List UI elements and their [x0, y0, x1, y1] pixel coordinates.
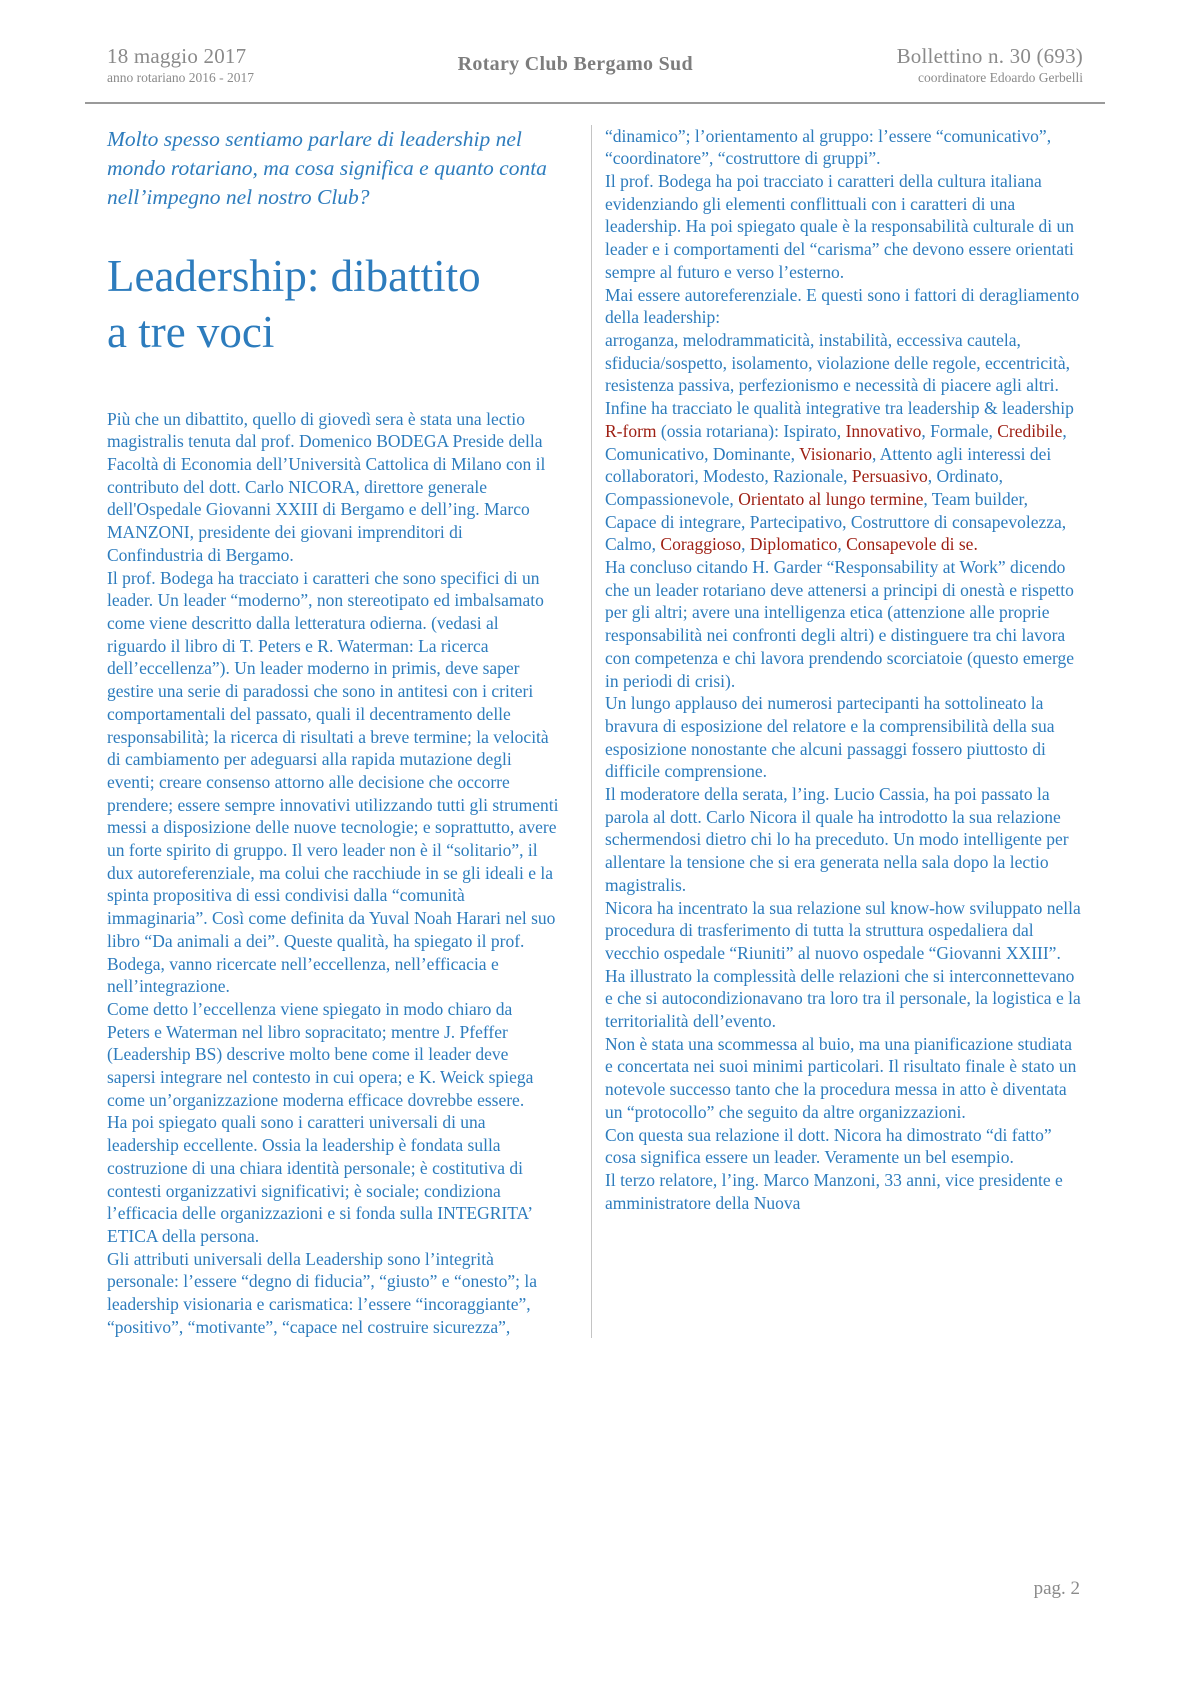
page-header — [85, 44, 1105, 86]
header-rule — [85, 102, 1105, 104]
body-text: arroganza, melodrammaticità, instabilità, eccessiva cautela, sfiducia/sospetto, isolamento, violazione delle regole, eccentricità, resistenza passiva, perfezionismo e necessità di piacere agli altri. — [605, 329, 1071, 396]
body-text: “dinamico”; l’orientamento al gruppo: l’essere “comunicativo”, “coordinatore”, “costruttore di gruppi”. — [605, 125, 1052, 169]
left-column — [107, 125, 559, 1339]
body-text: , — [741, 534, 750, 555]
paragraph — [107, 408, 559, 567]
article-title-line2: a tre voci — [107, 306, 275, 357]
paragraph — [605, 284, 1083, 329]
header-left — [107, 44, 254, 86]
paragraph — [107, 1111, 559, 1247]
body-text: Il terzo relatore, l’ing. Marco Manzoni, 33 anni, vice presidente e amministratore della Nuova — [605, 1170, 1063, 1213]
body-text: , Attento agli interessi dei collaboratori, Modesto, Razionale, — [605, 443, 1052, 487]
accent-text: Orientato al lungo termine — [738, 488, 924, 509]
paragraph — [107, 567, 559, 998]
body-text: , Ordinato, Compassionevole, — [605, 466, 1004, 509]
article-title-line1: Leadership: dibattito — [107, 250, 481, 301]
body-text: Non è stata una scommessa al buio, ma una pianificazione studiata e concertata nei suoi minimi particolari. Il risultato finale è stato un notevole successo tanto che la procedura messa in atto è diventata un “protocollo” che seguito da altre organizzazioni. — [605, 1033, 1077, 1122]
article-intro: Molto spesso sentiamo parlare di leadership nel mondo rotariano, ma cosa significa e quanto conta nell’impegno nel nostro Club? — [107, 126, 547, 209]
paragraph — [605, 692, 1083, 783]
body-text: Con questa sua relazione il dott. Nicora ha dimostrato “di fatto” cosa significa essere un leader. Veramente un bel esempio. — [605, 1124, 1052, 1168]
accent-text: Visionario — [799, 443, 872, 464]
body-text: Nicora ha incentrato la sua relazione sul know-how sviluppato nella procedura di trasferimento di tutta la struttura ospedaliera dal vecchio ospedale “Riuniti” al nuovo ospedale “Giovanni XXIII”. Ha illustrato la complessità delle relazioni che si interconnettevano e che si autocondizionavano tra loro tra il personale, la logistica e la territorialità dell’evento. — [605, 897, 1081, 1032]
club-name: Rotary Club Bergamo Sud — [457, 53, 693, 76]
paragraph — [107, 998, 559, 1112]
article — [85, 125, 1105, 1339]
body-text: , Team builder, Capace di integrare, Partecipativo, Costruttore di consapevolezza, Calmo, — [605, 488, 1067, 555]
body-text: Il moderatore della serata, l’ing. Lucio Cassia, ha poi passato la parola al dott. Carlo Nicora il quale ha introdotto la sua relazione schermendosi dietro chi lo ha preceduto. Un modo intelligente per allentare la tensione che si era generata nella sala dopo la lectio magistralis. — [605, 784, 1069, 895]
body-text: (ossia rotariana): Ispirato, — [656, 420, 846, 441]
paragraph — [605, 170, 1083, 284]
paragraph — [605, 1033, 1083, 1124]
accent-text: Coraggioso — [660, 534, 742, 555]
accent-text: Innovativo — [845, 420, 922, 441]
right-column — [605, 125, 1083, 1339]
page-number: pag. 2 — [1033, 1578, 1080, 1599]
issue-date: 18 maggio 2017 — [107, 44, 247, 68]
body-text: Più che un dibattito, quello di giovedì sera è stata una lectio magistralis tenuta dal prof. Domenico BODEGA Preside della Facoltà di Economia dell’Università Cattolica di Milano con il contributo del dott. Carlo NICORA, direttore generale dell'Ospedale Giovanni XXIII di Bergamo e dell’ing. Marco MANZONI, presidente dei giovani imprenditori di Confindustria di Bergamo. — [107, 408, 546, 565]
paragraph — [605, 1169, 1083, 1214]
body-text: Ha poi spiegato quali sono i caratteri universali di una leadership eccellente. Ossia la leadership è fondata sulla costruzione di una chiara identità personale; è costitutiva di contesti organizzativi significativi; è sociale; condiziona l’efficacia delle organizzazioni e si fonda sulla INTEGRITA’ ETICA della persona. — [107, 1112, 532, 1246]
left-column-text — [107, 408, 559, 1339]
accent-text: Consapevole di se. — [846, 534, 978, 555]
paragraph — [605, 897, 1083, 1033]
body-text: Gli attributi universali della Leadership sono l’integrità personale: l’essere “degno di fiducia”, “giusto” e “onesto”; la leadership visionaria e carismatica: l’essere “incoraggiante”, “positivo”, “motivante”, “capace nel costruire sicurezza”, — [107, 1248, 538, 1337]
column-divider — [591, 125, 592, 1339]
body-text: , — [837, 534, 847, 555]
accent-text: R-form — [605, 420, 657, 441]
body-text: Il prof. Bodega ha poi tracciato i caratteri della cultura italiana evidenziando gli elementi conflittuali con i caratteri di una leadership. Ha poi spiegato quale è la responsabilità culturale di un leader e i comportamenti del “carisma” che devono essere orientati sempre al futuro e verso l’esterno. — [605, 171, 1074, 282]
body-text: Ha concluso citando H. Garder “Responsability at Work” dicendo che un leader rotariano deve attenersi a principi di onestà e rispetto per gli altri; avere una intelligenza etica (attenzione alle proprie responsabilità nei confronti degli altri) e distinguere tra chi lavora con competenza e chi lavora prendendo scorciatoie (questo emerge in periodi di crisi). — [605, 557, 1075, 691]
body-text: , Comunicativo, Dominante, — [605, 420, 1067, 464]
paragraph — [605, 1124, 1083, 1169]
paragraph — [605, 329, 1083, 397]
accent-text: Diplomatico — [749, 534, 838, 555]
body-text: Infine ha tracciato le qualità integrative tra leadership & leadership — [605, 398, 1074, 419]
bulletin-coordinator: coordinatore Edoardo Gerbelli — [918, 70, 1083, 86]
header-right — [897, 44, 1083, 86]
body-text: Un lungo applauso dei numerosi partecipanti ha sottolineato la bravura di esposizione del relatore e la comprensibilità della sua esposizione nonostante che alcuni passaggi fossero piuttosto di difficile comprensione. — [605, 693, 1055, 782]
body-text: Mai essere autoreferenziale. E questi sono i fattori di deragliamento della leadership: — [605, 284, 1080, 328]
bulletin-number: Bollettino n. 30 (693) — [896, 44, 1083, 68]
accent-text: Credibile — [997, 420, 1063, 441]
article-title — [107, 248, 559, 360]
paragraph — [605, 556, 1083, 692]
body-text: Il prof. Bodega ha tracciato i caratteri che sono specifici di un leader. Un leader “moderno”, non stereotipato ed imbalsamato come viene descritto dalla letteratura odierna. (vedasi al riguardo il libro di T. Peters e R. Waterman: La ricerca dell’eccellenza”). Un leader moderno in primis, deve saper gestire una serie di paradossi che sono in antitesi con i criteri comportamentali del passato, quali il decentramento delle responsabilità; la ricerca di risultati a breve termine; la velocità di cambiamento per adeguarsi alla rapida mutazione degli eventi; creare consenso attorno alle decisione che occorre prendere; essere sempre innovativi utilizzando tutti gli strumenti messi a disposizione delle nuove tecnologie; e soprattutto, avere un forte spirito di gruppo. Il vero leader non è il “solitario”, il dux autoreferenziale, ma colui che racchiude in se gli ideali e la spinta propositiva di essi condivisi dalla “comunità immaginaria”. Così come definita da Yuval Noah Harari nel suo libro “Da animali a dei”. Queste qualità, ha spiegato il prof. Bodega, vanno ricercate nell’eccellenza, nell’efficacia e nell’integrazione. — [107, 567, 559, 997]
body-text: , Formale, — [921, 420, 998, 441]
paragraph — [605, 783, 1083, 897]
rotary-year: anno rotariano 2016 - 2017 — [107, 70, 254, 86]
paragraph — [605, 125, 1083, 170]
body-text: Come detto l’eccellenza viene spiegato in modo chiaro da Peters e Waterman nel libro sopracitato; mentre J. Pfeffer (Leadership BS) descrive molto bene come il leader deve sapersi integrare nel contesto in cui opera; e K. Weick spiega come un’organizzazione moderna efficace dovrebbe essere. — [107, 998, 534, 1110]
accent-text: Persuasivo — [851, 466, 928, 487]
paragraph — [605, 397, 1083, 556]
paragraph — [107, 1248, 559, 1339]
